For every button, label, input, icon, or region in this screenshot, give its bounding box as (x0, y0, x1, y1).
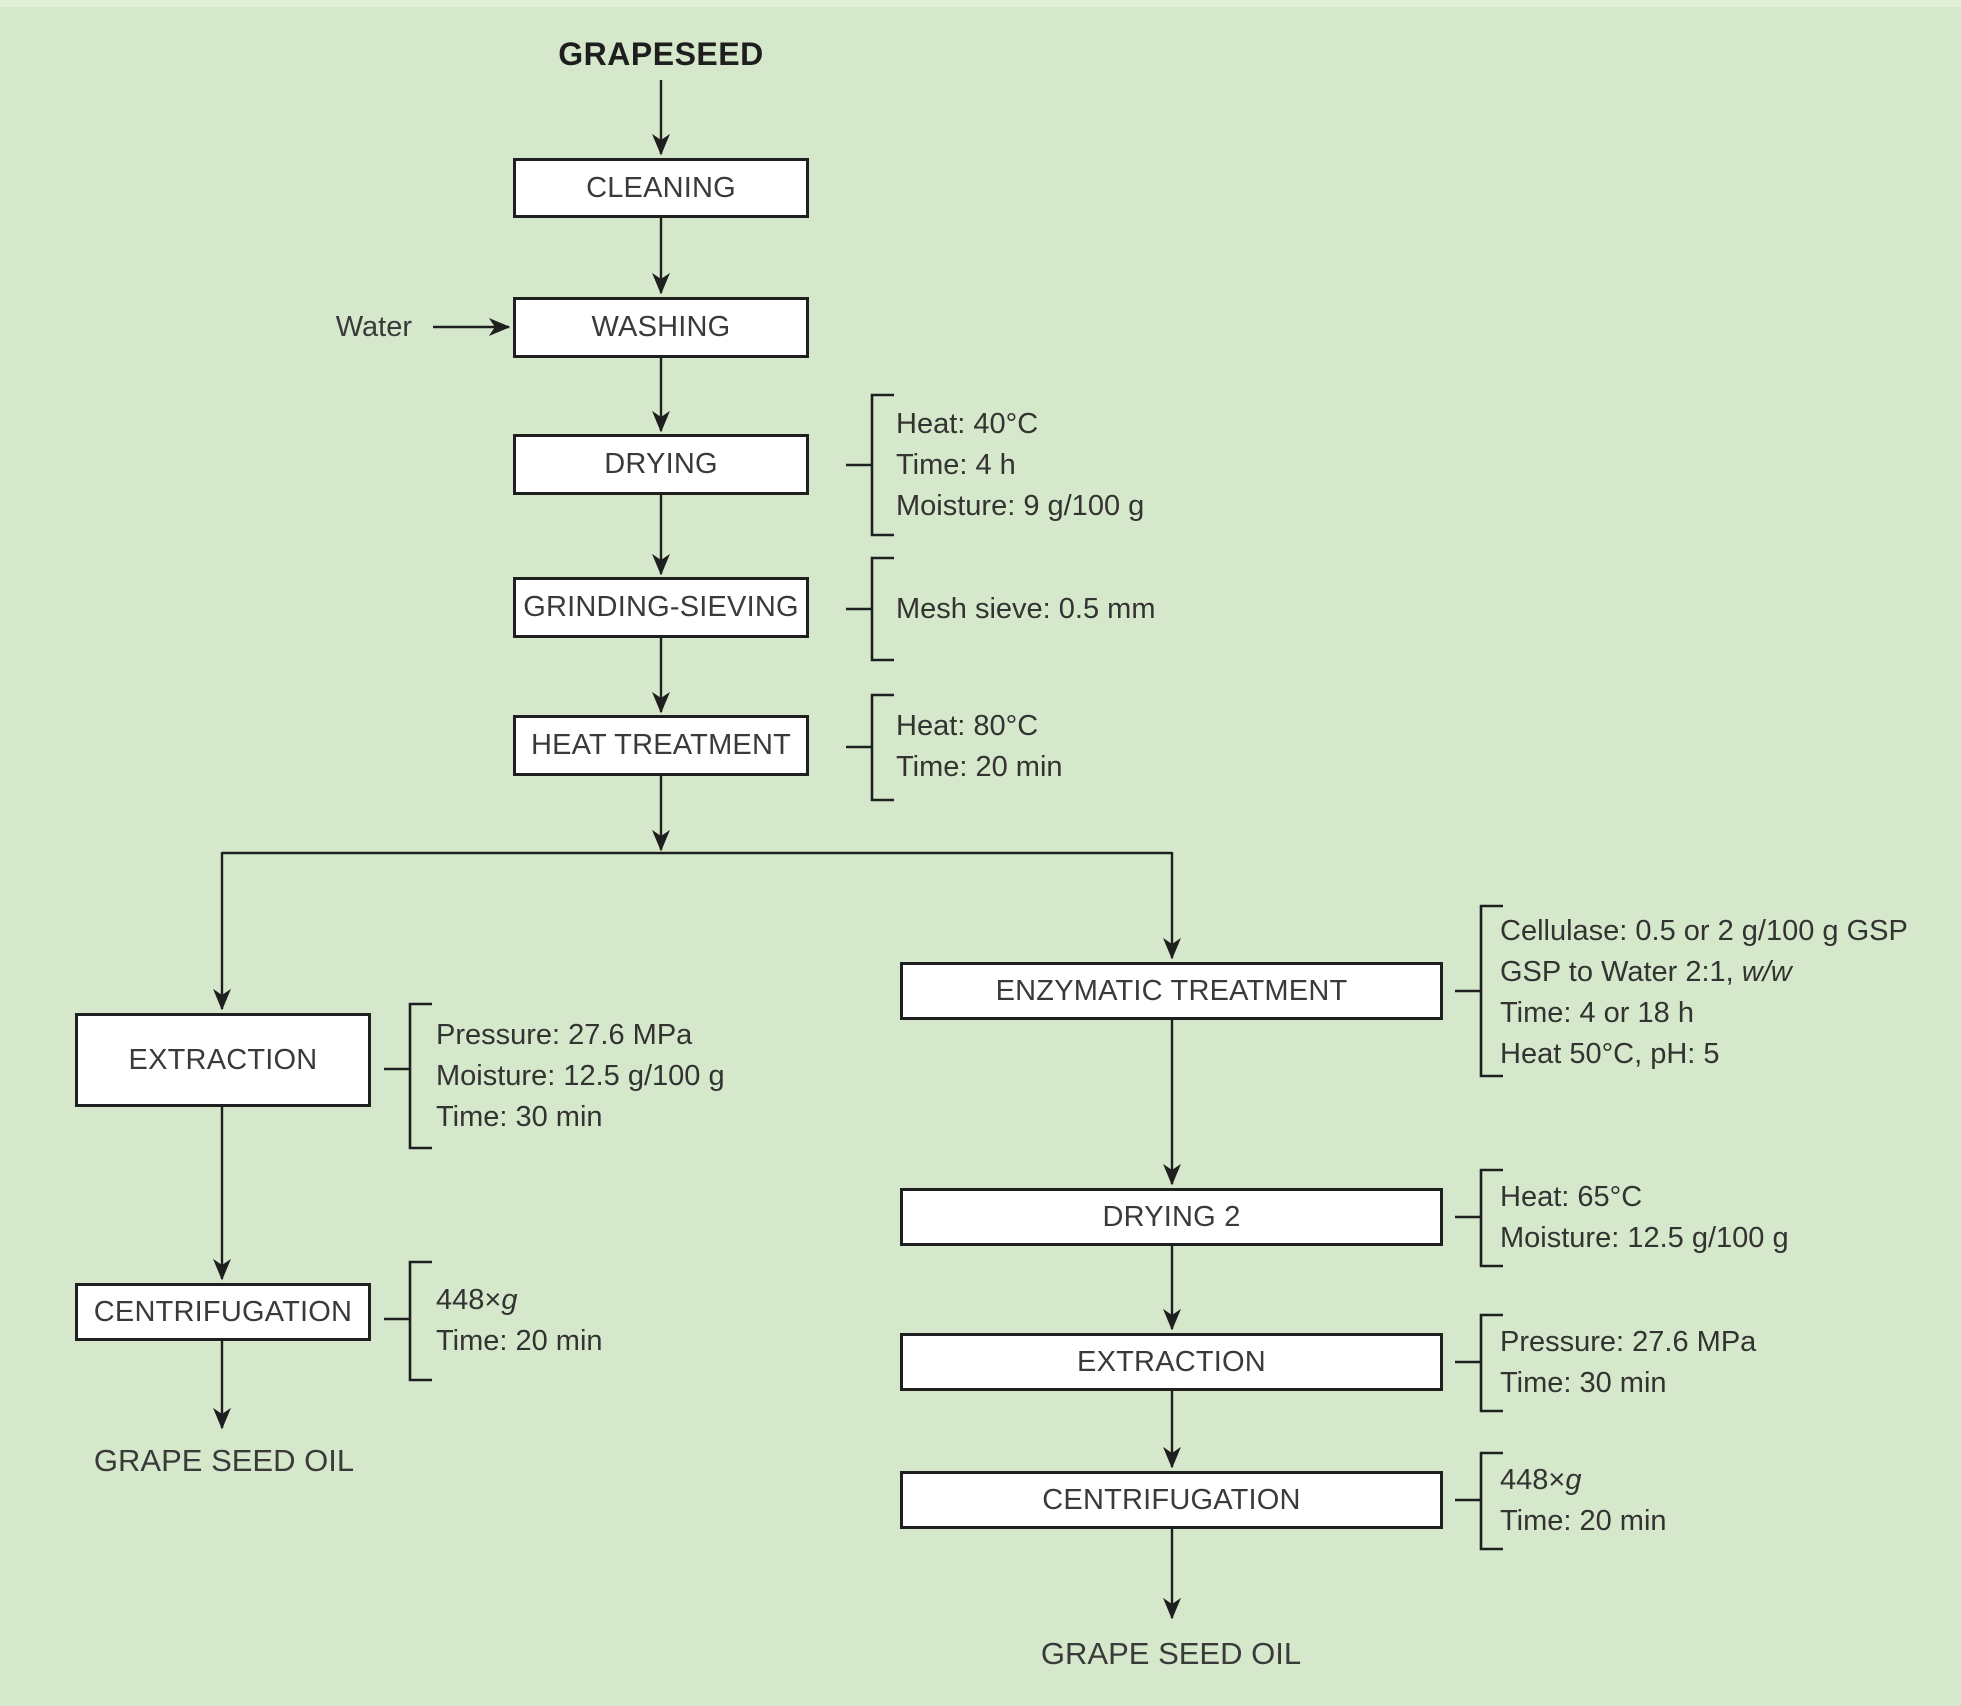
bracket-extraction-left-note (384, 1004, 432, 1148)
process-label: WASHING (591, 311, 731, 343)
annotation-line: Time: 20 min (436, 1325, 603, 1357)
annotation-line: Time: 30 min (436, 1101, 603, 1133)
bracket-grinding-note (846, 558, 894, 660)
annotation-centrifugation-left (436, 1280, 603, 1362)
g-force-value: 448× (1500, 1464, 1566, 1496)
process-box-drying (513, 434, 809, 495)
process-label: HEAT TREATMENT (530, 729, 792, 761)
water-input-label: Water (335, 311, 412, 343)
annotation-line: Time: 4 h (896, 449, 1016, 481)
annotation-line: Moisture: 9 g/100 g (896, 490, 1145, 522)
process-label: EXTRACTION (1077, 1345, 1266, 1378)
annotation-line: Mesh sieve: 0.5 mm (896, 593, 1156, 625)
output-label-grape-seed-oil-right: GRAPE SEED OIL (1040, 1636, 1302, 1671)
process-box-drying-2 (900, 1188, 1443, 1246)
process-box-cleaning (513, 158, 809, 218)
annotation-line: Heat 50°C, pH: 5 (1500, 1038, 1720, 1070)
annotation-line: Pressure: 27.6 MPa (436, 1019, 693, 1051)
annotation-line: Time: 30 min (1500, 1367, 1667, 1399)
bracket-heat-note (846, 695, 894, 800)
process-box-extraction-left (75, 1013, 371, 1107)
process-box-grinding-sieving (513, 577, 809, 638)
g-force-symbol: g (501, 1284, 518, 1316)
process-label: CLEANING (586, 171, 736, 204)
annotation-line: Time: 20 min (896, 751, 1063, 783)
annotation-line: Cellulase: 0.5 or 2 g/100 g GSP (1500, 915, 1908, 947)
process-box-enzymatic-treatment (900, 962, 1443, 1020)
process-box-washing (513, 297, 809, 358)
process-box-centrifugation-left (75, 1283, 371, 1341)
annotation-grinding (896, 589, 1155, 630)
bracket-extraction-right-note (1455, 1315, 1503, 1411)
annotation-line: Moisture: 12.5 g/100 g (1500, 1222, 1789, 1254)
process-label: EXTRACTION (128, 1043, 318, 1076)
process-label: GRINDING-SIEVING (523, 591, 799, 623)
annotation-line: Heat: 65°C (1500, 1181, 1643, 1213)
annotation-extraction-left (436, 1015, 725, 1138)
annotation-heat-treatment (896, 706, 1063, 788)
bracket-enzymatic-note (1455, 906, 1503, 1076)
process-box-centrifugation-right (900, 1471, 1443, 1529)
annotation-line (1500, 1460, 1667, 1501)
annotation-enzymatic (1500, 911, 1908, 1075)
bracket-centrifugation-right-note (1455, 1453, 1503, 1549)
process-label: CENTRIFUGATION (1042, 1483, 1301, 1516)
process-label: DRYING 2 (1102, 1200, 1241, 1233)
annotation-line: Heat: 80°C (896, 710, 1039, 742)
annotation-line: Time: 20 min (1500, 1505, 1667, 1537)
g-force-value: 448× (436, 1284, 502, 1316)
annotation-drying (896, 404, 1144, 527)
bracket-drying2-note (1455, 1170, 1503, 1266)
bracket-centrifugation-left-note (384, 1262, 432, 1380)
ww-symbol: w/w (1741, 956, 1792, 988)
annotation-line: Time: 4 or 18 h (1500, 997, 1694, 1029)
annotation-line (1500, 952, 1908, 993)
output-label-grape-seed-oil-left: GRAPE SEED OIL (93, 1443, 355, 1478)
bracket-drying-note (846, 395, 894, 535)
annotation-extraction-right (1500, 1322, 1756, 1404)
annotation-line: Heat: 40°C (896, 408, 1039, 440)
grapeseed-source-label: GRAPESEED (558, 36, 764, 72)
process-label: DRYING (604, 448, 718, 480)
annotation-line (436, 1280, 603, 1321)
annotation-drying2 (1500, 1177, 1789, 1259)
process-box-heat-treatment (513, 715, 809, 776)
process-box-extraction-right (900, 1333, 1443, 1391)
annotation-centrifugation-right (1500, 1460, 1667, 1542)
g-force-symbol: g (1565, 1464, 1582, 1496)
annotation-line: Moisture: 12.5 g/100 g (436, 1060, 725, 1092)
process-label: CENTRIFUGATION (93, 1295, 353, 1328)
ratio-text: GSP to Water 2:1, (1500, 956, 1742, 988)
process-label: ENZYMATIC TREATMENT (995, 974, 1348, 1007)
annotation-line: Pressure: 27.6 MPa (1500, 1326, 1757, 1358)
